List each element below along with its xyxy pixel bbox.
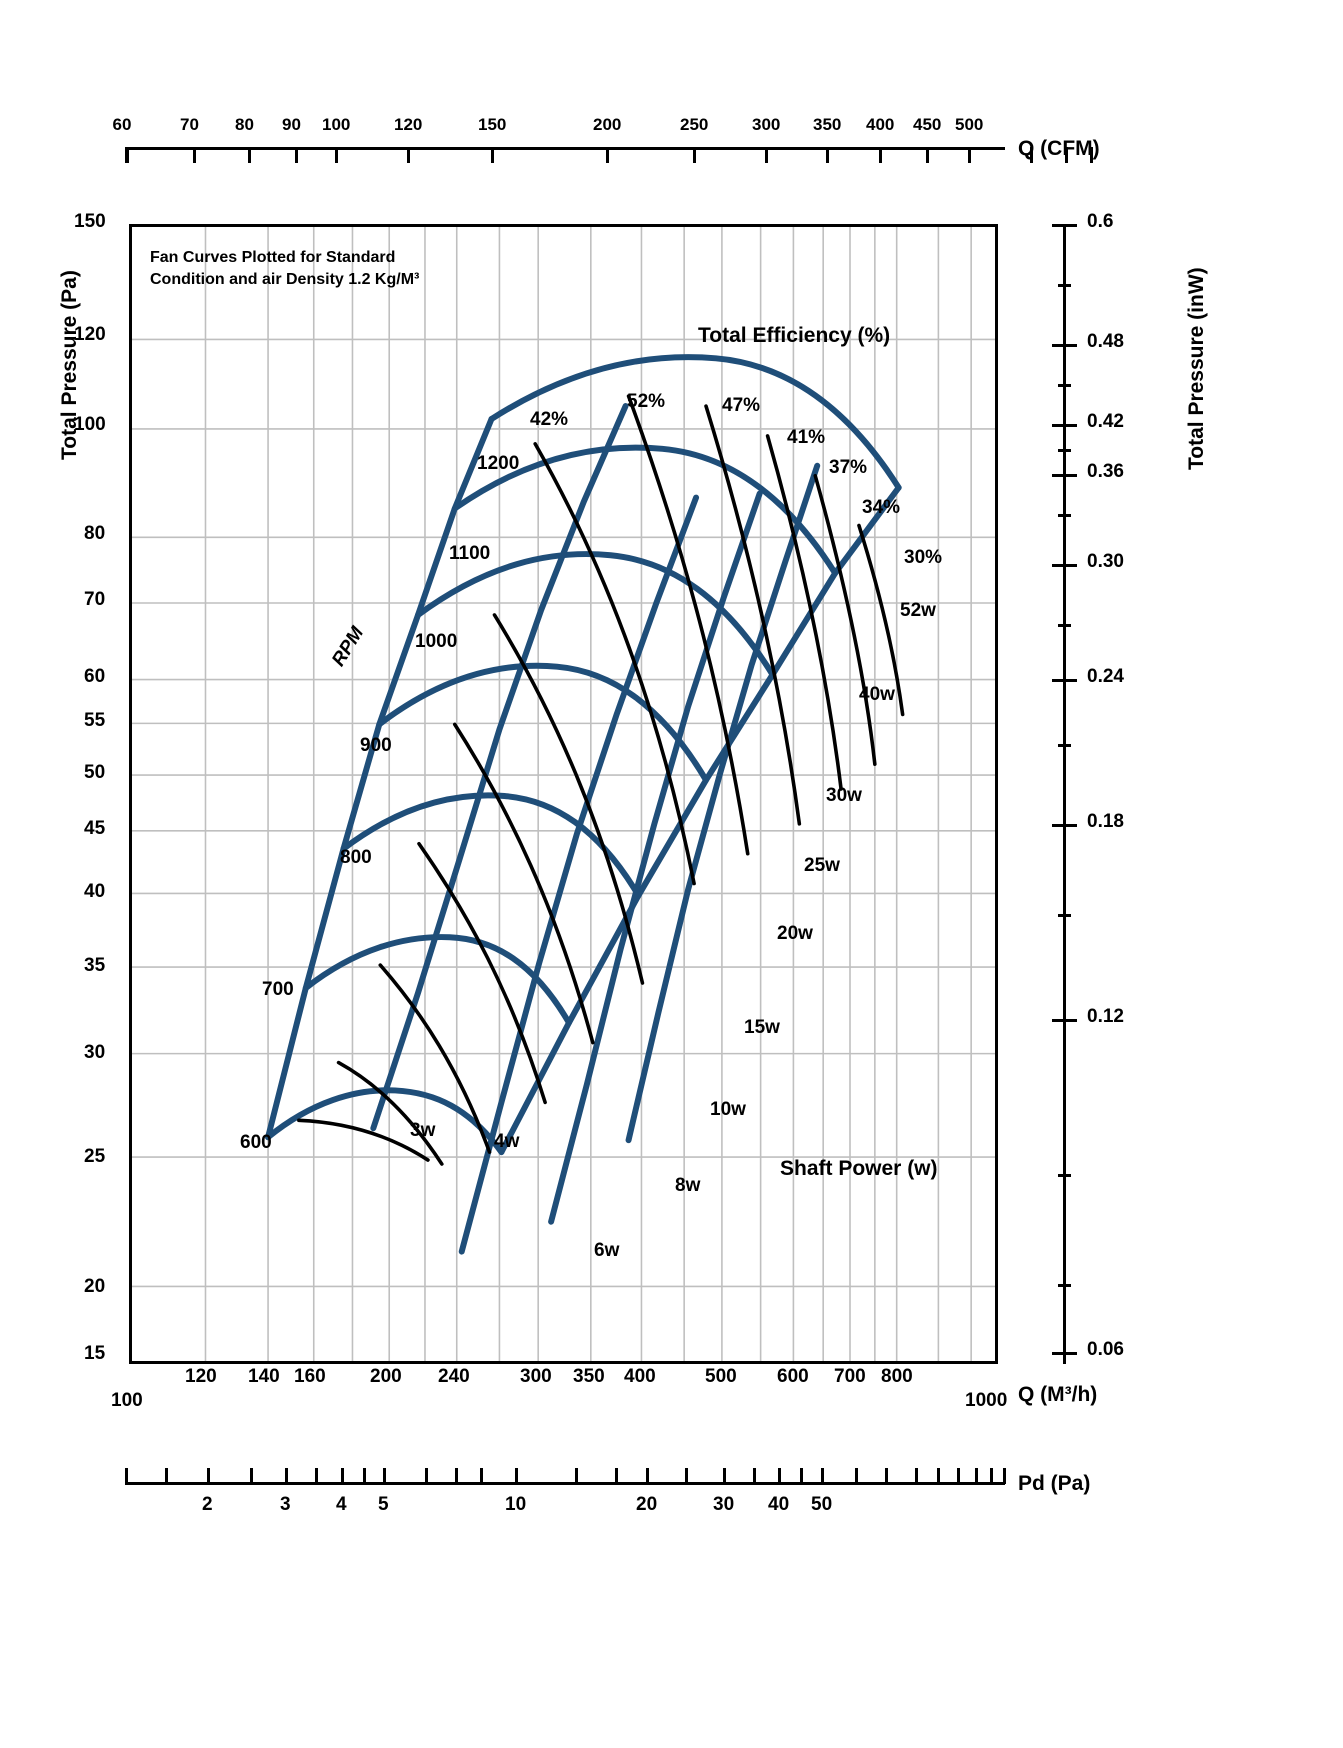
cfm-tick-label: 200 — [593, 115, 622, 134]
eff-line-52c — [535, 444, 694, 884]
pd-tick — [515, 1468, 518, 1484]
pd-tick — [990, 1468, 993, 1484]
chart-note — [150, 247, 440, 291]
inw-minor-tick — [1058, 744, 1071, 747]
inw-tick-label: 0.24 — [1087, 666, 1124, 687]
pd-tick-label: 10 — [505, 1494, 527, 1515]
bottom-tick-label: 400 — [624, 1366, 656, 1387]
pd-tick — [685, 1468, 688, 1484]
bottom-tick-label: 100 — [111, 1390, 143, 1411]
pd-tick — [800, 1468, 803, 1484]
power-label-10w: 10w — [710, 1099, 746, 1120]
cfm-tick — [879, 147, 882, 163]
left-tick-label: 120 — [74, 324, 106, 345]
inw-tick — [1052, 224, 1077, 227]
eff-line-3w — [299, 1120, 428, 1160]
pd-tick — [575, 1468, 578, 1484]
inw-tick — [1052, 474, 1077, 477]
bottom-tick-label: 600 — [777, 1366, 809, 1387]
cfm-tick-label: 80 — [235, 115, 254, 134]
left-tick-label: 45 — [84, 818, 106, 839]
pd-tick — [821, 1468, 824, 1484]
rpm-label-900: 900 — [360, 735, 392, 756]
pd-tick — [341, 1468, 344, 1484]
cfm-tick — [693, 147, 696, 163]
inw-minor-tick — [1058, 514, 1071, 517]
inw-tick-label: 0.12 — [1087, 1006, 1124, 1027]
cfm-tick-label: 100 — [322, 115, 351, 134]
bottom-tick-label: 700 — [834, 1366, 866, 1387]
inw-tick — [1052, 344, 1077, 347]
left-axis-title: Total Pressure (Pa) — [58, 270, 81, 460]
bottom-tick-label: 160 — [294, 1366, 326, 1387]
cfm-tick — [407, 147, 410, 163]
efficiency-label-34pct: 34% — [862, 497, 901, 518]
cfm-tick-label: 250 — [680, 115, 709, 134]
pd-axis-line — [125, 1482, 1005, 1485]
inw-tick-label: 0.48 — [1087, 331, 1124, 352]
rpm-label-600: 600 — [240, 1132, 272, 1153]
left-tick-label: 55 — [84, 710, 106, 731]
chart-note-line2: Condition and air Density 1.2 Kg/M³ — [150, 271, 420, 288]
cfm-tick — [826, 147, 829, 163]
pd-tick-label: 4 — [336, 1494, 347, 1515]
rpm-label-1100: 1100 — [449, 543, 491, 564]
cfm-axis-title: Q (CFM) — [1018, 137, 1100, 160]
inw-minor-tick — [1058, 1284, 1071, 1287]
rpm-title: RPM — [328, 623, 369, 671]
pd-tick — [165, 1468, 168, 1484]
inw-minor-tick — [1058, 914, 1071, 917]
bottom-tick-label: 500 — [705, 1366, 737, 1387]
power-label-40w: 40w — [859, 684, 895, 705]
efficiency-label-47pct: 47% — [722, 395, 761, 416]
cfm-tick-label: 120 — [394, 115, 423, 134]
cfm-tick-label: 300 — [752, 115, 781, 134]
plot-area — [129, 224, 998, 1364]
cfm-tick — [248, 147, 251, 163]
left-tick-label: 15 — [84, 1343, 106, 1364]
cfm-tick-label: 450 — [913, 115, 942, 134]
cfm-tick — [606, 147, 609, 163]
left-tick-label: 20 — [84, 1276, 106, 1297]
power-label-52w: 52w — [900, 600, 936, 621]
left-tick-label: 80 — [84, 523, 106, 544]
cfm-tick — [295, 147, 298, 163]
efficiency-label-41pct: 41% — [787, 427, 826, 448]
pd-tick-label: 40 — [768, 1494, 790, 1515]
rpm-label-1000: 1000 — [415, 631, 458, 652]
power-label-6w: 6w — [594, 1240, 620, 1261]
inw-minor-tick — [1058, 624, 1071, 627]
cfm-tick — [765, 147, 768, 163]
pd-tick — [723, 1468, 726, 1484]
efficiency-label-52pct: 52% — [627, 391, 666, 412]
pd-tick — [455, 1468, 458, 1484]
pd-tick — [207, 1468, 210, 1484]
chart-note-line1: Fan Curves Plotted for Standard — [150, 249, 396, 266]
bottom-tick-label: 200 — [370, 1366, 402, 1387]
pd-axis-title: Pd (Pa) — [1018, 1472, 1091, 1495]
power-label-20w: 20w — [777, 923, 813, 944]
bottom-tick-label: 800 — [881, 1366, 913, 1387]
pd-tick — [855, 1468, 858, 1484]
bottom-tick-label: 120 — [185, 1366, 217, 1387]
cfm-tick — [491, 147, 494, 163]
pd-tick — [615, 1468, 618, 1484]
bottom-tick-label: 350 — [573, 1366, 605, 1387]
power-title: Shaft Power (w) — [780, 1157, 938, 1180]
rpm-label-800: 800 — [340, 847, 372, 868]
inw-tick-label: 0.18 — [1087, 811, 1124, 832]
left-tick-label: 35 — [84, 955, 106, 976]
pd-tick — [285, 1468, 288, 1484]
curve-lines — [132, 227, 995, 1361]
inw-axis-line — [1063, 224, 1066, 1364]
rpm-label-700: 700 — [262, 979, 294, 1000]
left-tick-label: 70 — [84, 589, 106, 610]
envelope-right — [501, 488, 901, 1152]
cfm-tick-label: 350 — [813, 115, 842, 134]
power-label-30w: 30w — [826, 785, 862, 806]
pd-tick — [975, 1468, 978, 1484]
cfm-tick-label: 70 — [180, 115, 199, 134]
inw-tick — [1052, 1019, 1077, 1022]
pd-tick-label: 2 — [202, 1494, 213, 1515]
cfm-tick-label: 500 — [955, 115, 984, 134]
bottom-axis-title: Q (M³/h) — [1018, 1383, 1098, 1406]
rpm-curve-900 — [379, 666, 706, 780]
cfm-minor-tick — [125, 147, 128, 163]
inw-tick-label: 0.6 — [1087, 211, 1114, 232]
efficiency-label-30pct: 30% — [904, 547, 943, 568]
pd-tick — [937, 1468, 940, 1484]
inw-tick — [1052, 564, 1077, 567]
inw-tick-label: 0.36 — [1087, 461, 1124, 482]
efficiency-title: Total Efficiency (%) — [698, 324, 891, 347]
eff-line-52a — [455, 724, 593, 1042]
pd-tick — [363, 1468, 366, 1484]
pd-tick — [753, 1468, 756, 1484]
bottom-tick-label: 240 — [438, 1366, 470, 1387]
left-tick-label: 60 — [84, 666, 106, 687]
left-tick-label: 25 — [84, 1146, 106, 1167]
cfm-tick-label: 150 — [478, 115, 507, 134]
left-tick-label: 50 — [84, 762, 106, 783]
efficiency-label-37pct: 37% — [829, 457, 868, 478]
power-label-25w: 25w — [804, 855, 840, 876]
inw-tick-label: 0.42 — [1087, 411, 1124, 432]
power-label-3w: 3w — [410, 1120, 436, 1141]
efficiency-label-42pct: 42% — [530, 409, 569, 430]
power-label-15w: 15w — [744, 1017, 780, 1038]
left-tick-label: 150 — [74, 211, 106, 232]
rpm-label-1200: 1200 — [477, 453, 520, 474]
inw-tick — [1052, 424, 1077, 427]
pd-tick — [425, 1468, 428, 1484]
pd-tick — [383, 1468, 386, 1484]
cfm-tick — [335, 147, 338, 163]
bottom-tick-label: 140 — [248, 1366, 280, 1387]
left-tick-label: 30 — [84, 1042, 106, 1063]
cfm-axis-line — [125, 147, 1005, 150]
pd-tick-label: 5 — [378, 1494, 389, 1515]
pd-tick-label: 50 — [811, 1494, 833, 1515]
inw-minor-tick — [1058, 449, 1071, 452]
cfm-tick-label: 400 — [866, 115, 895, 134]
power-label-8w: 8w — [675, 1175, 701, 1196]
right-axis-title: Total Pressure (inW) — [1185, 267, 1208, 470]
inw-minor-tick — [1058, 384, 1071, 387]
cfm-tick — [968, 147, 971, 163]
inw-tick — [1052, 1352, 1077, 1355]
inw-minor-tick — [1058, 1174, 1071, 1177]
cfm-tick-label: 90 — [282, 115, 301, 134]
left-tick-label: 40 — [84, 881, 106, 902]
left-tick-label: 100 — [74, 414, 106, 435]
pd-tick — [250, 1468, 253, 1484]
pd-tick — [885, 1468, 888, 1484]
pd-tick — [480, 1468, 483, 1484]
pd-tick — [315, 1468, 318, 1484]
rpm-curve-800 — [344, 795, 639, 895]
pd-tick-label: 30 — [713, 1494, 735, 1515]
pd-tick — [1003, 1468, 1006, 1484]
eff-line-42b — [419, 844, 545, 1103]
eff-line-37 — [768, 436, 841, 789]
pd-tick — [778, 1468, 781, 1484]
pd-tick — [915, 1468, 918, 1484]
cfm-tick — [926, 147, 929, 163]
inw-tick — [1052, 679, 1077, 682]
bottom-tick-label: 1000 — [965, 1390, 1008, 1411]
inw-tick-label: 0.06 — [1087, 1339, 1124, 1360]
cfm-tick — [193, 147, 196, 163]
pd-tick — [125, 1468, 128, 1484]
cfm-tick-label: 60 — [112, 115, 132, 134]
inw-tick-label: 0.30 — [1087, 551, 1124, 572]
pd-tick — [646, 1468, 649, 1484]
pd-tick-label: 3 — [280, 1494, 291, 1515]
pd-tick — [957, 1468, 960, 1484]
envelope-left — [268, 419, 491, 1137]
inw-tick — [1052, 824, 1077, 827]
power-label-4w: 4w — [494, 1131, 520, 1152]
bottom-tick-label: 300 — [520, 1366, 552, 1387]
inw-minor-tick — [1058, 284, 1071, 287]
pd-tick-label: 20 — [636, 1494, 658, 1515]
